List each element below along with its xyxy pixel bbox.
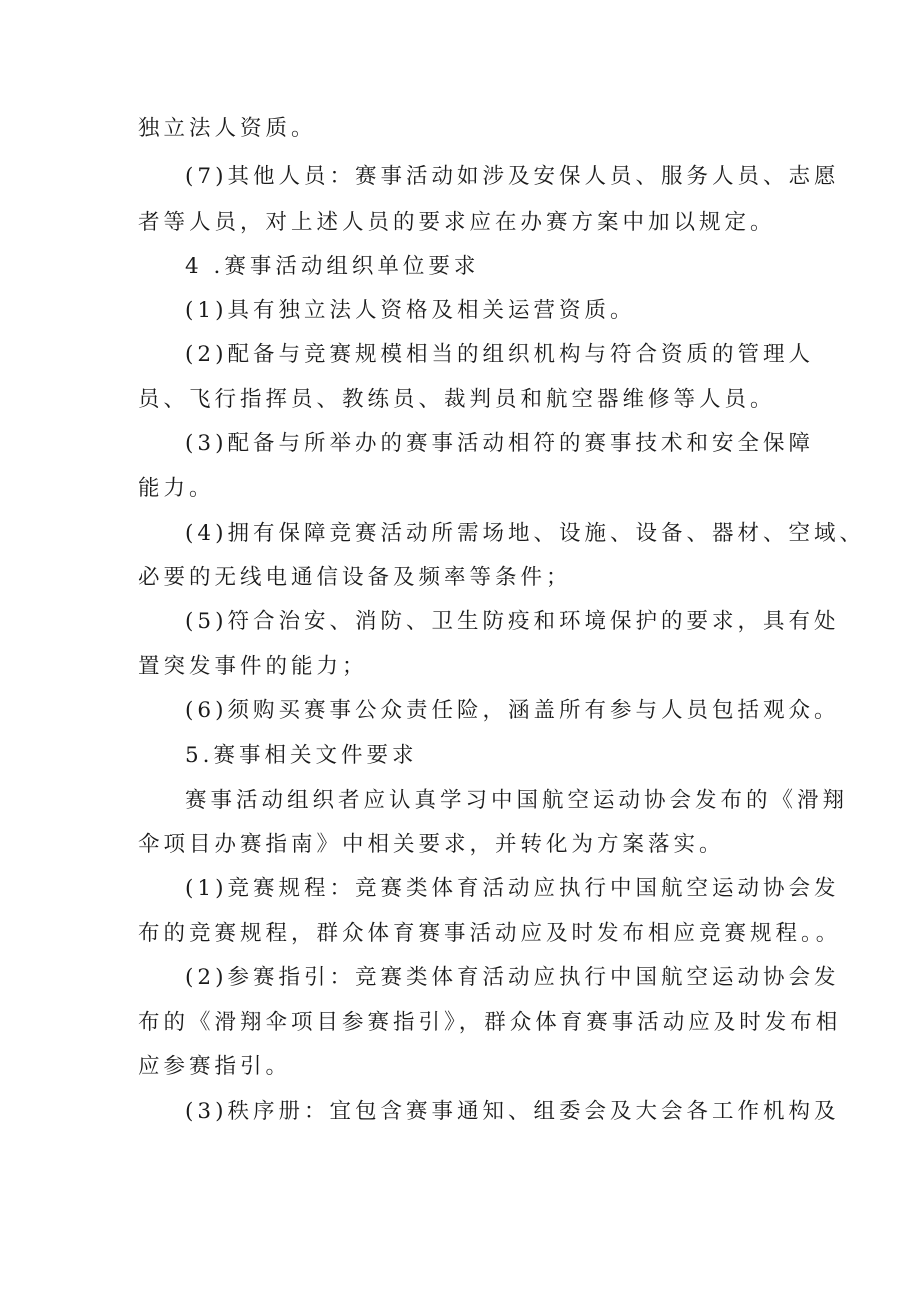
text-line: (2)配备与竞赛规模相当的组织机构与符合资质的管理人: [185, 342, 814, 367]
text-line: (3)配备与所举办的赛事活动相符的赛事技术和安全保障: [185, 431, 814, 456]
text-line: (1)竞赛规程：竞赛类体育活动应执行中国航空运动协会发: [185, 876, 840, 901]
text-line: (2)参赛指引：竞赛类体育活动应执行中国航空运动协会发: [185, 965, 840, 990]
text-line: 独立法人资质。: [138, 116, 317, 141]
text-line: 应参赛指引。: [138, 1054, 292, 1079]
text-line: (6)须购买赛事公众责任险，涵盖所有参与人员包括观众。: [185, 698, 840, 723]
text-line: (3)秩序册：宜包含赛事通知、组委会及大会各工作机构及: [185, 1099, 840, 1124]
text-line: (4)拥有保障竞赛活动所需场地、设施、设备、器材、空域、: [185, 521, 865, 546]
text-line: 必要的无线电通信设备及频率等条件；: [138, 565, 572, 590]
text-line: 能力。: [138, 476, 215, 501]
section-heading: 5.赛事相关文件要求: [185, 743, 418, 768]
section-heading: 4 .赛事活动组织单位要求: [185, 254, 480, 279]
text-line: 赛事活动组织者应认真学习中国航空运动协会发布的《滑翔: [185, 788, 849, 813]
text-line: (1)具有独立法人资格及相关运营资质。: [185, 298, 636, 323]
text-line: 者等人员，对上述人员的要求应在办赛方案中加以规定。: [138, 210, 776, 235]
text-line: 置突发事件的能力；: [138, 654, 368, 679]
text-line: (5)符合治安、消防、卫生防疫和环境保护的要求，具有处: [185, 609, 840, 634]
text-line: 伞项目办赛指南》中相关要求，并转化为方案落实。: [138, 832, 725, 857]
text-line: 员、飞行指挥员、教练员、裁判员和航空器维修等人员。: [138, 387, 776, 412]
text-line: (7)其他人员：赛事活动如涉及安保人员、服务人员、志愿: [185, 164, 840, 189]
text-line: 布的竞赛规程，群众体育赛事活动应及时发布相应竞赛规程。。: [138, 921, 842, 946]
text-line: 布的《滑翔伞项目参赛指引》，群众体育赛事活动应及时发布相: [138, 1010, 842, 1035]
